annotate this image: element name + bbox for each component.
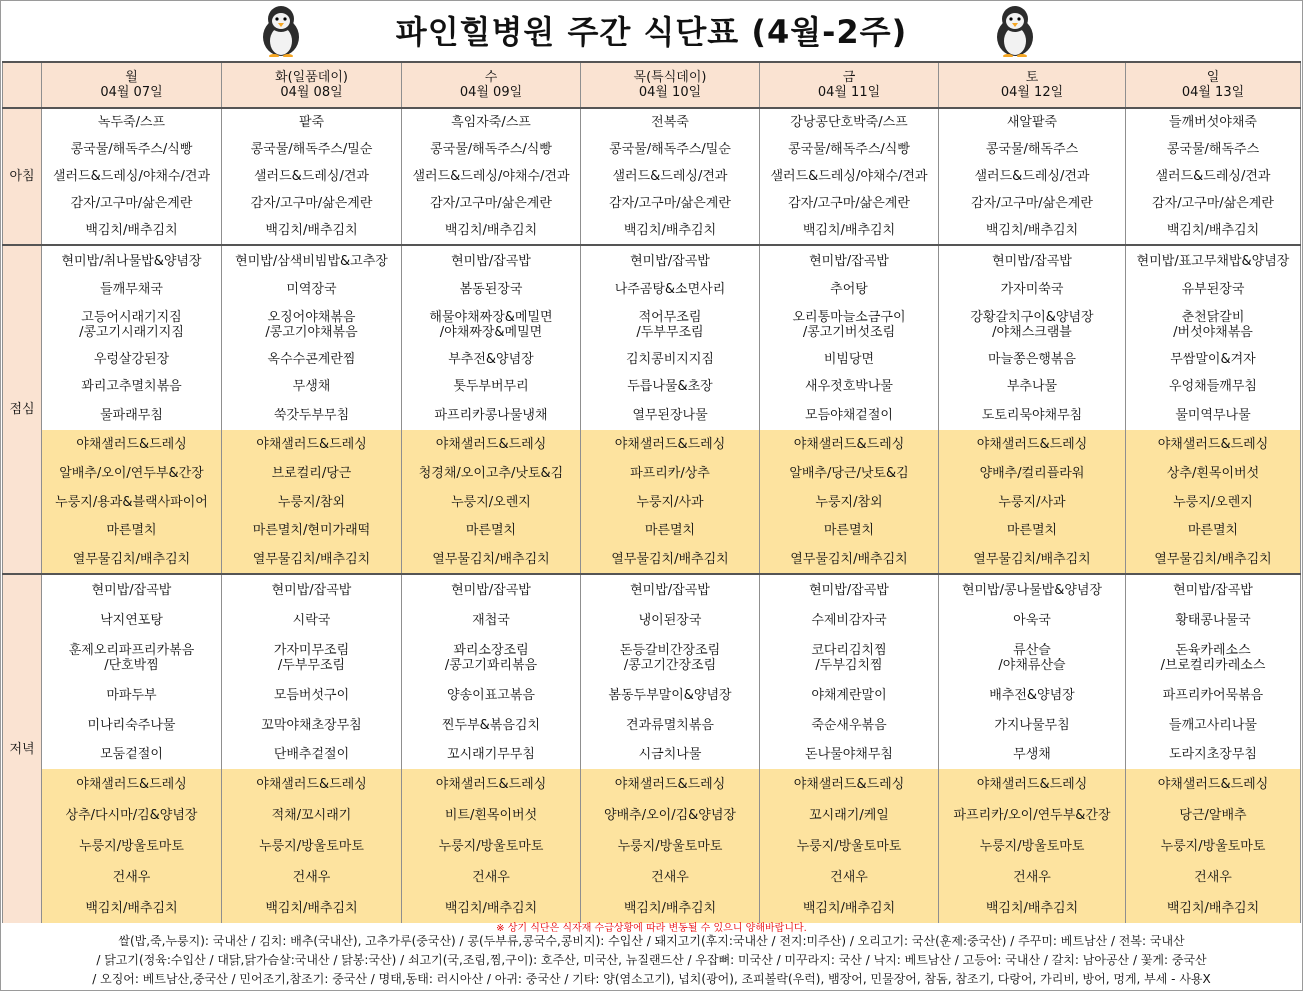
- menu-cell: 야채샐러드&드레싱: [42, 769, 222, 800]
- menu-cell: 야채샐러드&드레싱: [42, 430, 222, 459]
- menu-cell: 가자미쑥국: [939, 276, 1126, 303]
- menu-cell: 무쌈말이&겨자: [1126, 347, 1301, 372]
- day-name: 월: [125, 70, 138, 85]
- day-name: 화(일품데이): [275, 70, 348, 85]
- menu-cell: 샐러드&드레싱/야채수/견과: [760, 163, 939, 190]
- menu-cell: 야채샐러드&드레싱: [1126, 769, 1301, 800]
- menu-cell: 현미밥/잡곡밥: [939, 245, 1126, 276]
- origin-line: / 닭고기(정육:수입산 / 대닭,닭가슴살:국내산 / 닭봉:국산) / 쇠고기(국,조림,찜,구이): 호주산, 미국산, 뉴질랜드산 / 우잡뼈: 미국산 / 미꾸라지: 국산 / 낙지: 베트남산 / 고등어: 국내산 / 갈치: 남아공산 / 꽃게: 중국산: [96, 953, 1207, 967]
- day-name: 금: [842, 70, 856, 85]
- menu-cell: 백김치/배추김치: [222, 893, 402, 923]
- menu-cell: 열무물김치/배추김치: [42, 545, 222, 574]
- menu-cell: [42, 635, 222, 681]
- menu-row: [3, 740, 1301, 769]
- menu-cell: 야채샐러드&드레싱: [222, 769, 402, 800]
- menu-cell: 백김치/배추김치: [1126, 893, 1301, 923]
- menu-cell: 시금치나물: [581, 740, 760, 769]
- day-header: [1126, 62, 1301, 108]
- menu-cell: 야채샐러드&드레싱: [939, 769, 1126, 800]
- menu-cell: 감자/고구마/삶은계란: [402, 190, 581, 217]
- menu-cell: 마른멸치: [402, 516, 581, 545]
- page-title: 파인힐병원 주간 식단표 (4월-2주): [395, 13, 908, 51]
- menu-cell: 누룽지/방울토마토: [581, 831, 760, 862]
- menu-cell: 유부된장국: [1126, 276, 1301, 303]
- menu-cell: [581, 303, 760, 347]
- menu-cell: 마른멸치: [42, 516, 222, 545]
- menu-cell: 누룽지/참외: [760, 488, 939, 516]
- menu-cell: 누룽지/방울토마토: [760, 831, 939, 862]
- menu-cell: 마른멸치/현미가래떡: [222, 516, 402, 545]
- day-header: [402, 62, 581, 108]
- menu-cell: [760, 635, 939, 681]
- day-header: [581, 62, 760, 108]
- menu-cell: 감자/고구마/삶은계란: [581, 190, 760, 217]
- menu-cell: 샐러드&드레싱/견과: [939, 163, 1126, 190]
- menu-cell: 건새우: [1126, 862, 1301, 893]
- day-date: 04월 07일: [100, 85, 163, 100]
- menu-cell-line: /콩고기야채볶음: [265, 325, 358, 340]
- menu-cell: [581, 635, 760, 681]
- menu-cell: 상추/흰목이버섯: [1126, 459, 1301, 488]
- menu-cell: 현미밥/표고무채밥&양념장: [1126, 245, 1301, 276]
- day-date: 04월 10일: [638, 85, 702, 100]
- menu-cell: 배추전&양념장: [939, 681, 1126, 710]
- menu-cell-line: /콩고기시래기지짐: [79, 325, 184, 340]
- menu-cell-line: /콩고기꽈리볶음: [444, 658, 538, 673]
- menu-cell: 비트/흰목이버섯: [402, 800, 581, 831]
- menu-cell: 야채샐러드&드레싱: [222, 430, 402, 459]
- menu-cell: 샐러드&드레싱/견과: [1126, 163, 1301, 190]
- day-date: 04월 11일: [817, 85, 881, 100]
- menu-cell: 감자/고구마/삶은계란: [42, 190, 222, 217]
- menu-row: [3, 347, 1301, 372]
- menu-row: [3, 276, 1301, 303]
- menu-cell-line: 고등어시래기지짐: [81, 310, 182, 325]
- menu-cell-line: 코다리김치찜: [811, 643, 887, 658]
- day-header: [939, 62, 1126, 108]
- menu-cell: 나주곰탕&소면사리: [581, 276, 760, 303]
- menu-cell: 물미역무나물: [1126, 401, 1301, 430]
- menu-cell: 열무된장나물: [581, 401, 760, 430]
- origin-line: / 오징어: 베트남산,중국산 / 민어조기,참조기: 중국산 / 명태,동태: 러시아산 / 아귀: 중국산 / 기타: 양(염소고기), 넙치(광어), 조피볼락(우럭), 뱀장어, 민물장어, 참돔, 참조기, 다랑어, 가리비, 방어, 멍게, 부세 - 사용X: [92, 972, 1211, 986]
- day-name: 수: [484, 70, 498, 85]
- meal-label-breakfast: 아침: [3, 108, 42, 245]
- menu-cell: [1126, 303, 1301, 347]
- menu-cell: 찐두부&볶음김치: [402, 710, 581, 740]
- menu-cell: 마른멸치: [939, 516, 1126, 545]
- menu-cell-line: 훈제오리파프리카볶음: [68, 643, 195, 658]
- menu-cell: [222, 635, 402, 681]
- menu-cell: 녹두죽/스프: [42, 108, 222, 136]
- menu-cell: [760, 303, 939, 347]
- menu-cell: 현미밥/잡곡밥: [222, 574, 402, 605]
- menu-cell: 파프리카어묵볶음: [1126, 681, 1301, 710]
- menu-cell: 현미밥/잡곡밥: [581, 574, 760, 605]
- menu-cell: 감자/고구마/삶은계란: [939, 190, 1126, 217]
- menu-row: [3, 605, 1301, 635]
- menu-cell: 콩국물/해독주스: [1126, 136, 1301, 163]
- menu-cell: 건새우: [581, 862, 760, 893]
- title-bar: [1, 1, 1302, 61]
- menu-cell: 모둠겉절이: [42, 740, 222, 769]
- menu-cell: 콩국물/해독주스/식빵: [42, 136, 222, 163]
- menu-cell: 누룽지/방울토마토: [402, 831, 581, 862]
- menu-cell: 야채샐러드&드레싱: [939, 430, 1126, 459]
- penguin-icon: [989, 3, 1041, 57]
- menu-cell-line: 꽈리소장조림: [453, 643, 529, 658]
- menu-cell-line: 돈육카레소스: [1175, 643, 1251, 658]
- menu-cell-line: /두부무조림: [277, 658, 346, 673]
- header-corner: [3, 62, 42, 108]
- menu-cell-line: /브로컬리카레소스: [1160, 658, 1266, 673]
- menu-cell: 우엉채들깨무침: [1126, 372, 1301, 401]
- menu-cell-line: /야채류산슬: [998, 658, 1066, 673]
- menu-cell: 백김치/배추김치: [42, 893, 222, 923]
- menu-cell: 누룽지/용과&블랙사파이어: [42, 488, 222, 516]
- menu-row: [3, 190, 1301, 217]
- menu-cell: 야채계란말이: [760, 681, 939, 710]
- menu-cell: 쑥갓두부무침: [222, 401, 402, 430]
- day-header: [42, 62, 222, 108]
- menu-cell: 콩국물/해독주스: [939, 136, 1126, 163]
- menu-cell: 수제비감자국: [760, 605, 939, 635]
- menu-cell: 모듬버섯구이: [222, 681, 402, 710]
- menu-cell: 야채샐러드&드레싱: [402, 430, 581, 459]
- menu-cell: 팥죽: [222, 108, 402, 136]
- menu-cell: 백김치/배추김치: [581, 217, 760, 245]
- menu-cell-line: /콩고기간장조림: [623, 658, 717, 673]
- menu-cell: 재첩국: [402, 605, 581, 635]
- menu-cell: 콩국물/해독주스/밀순: [222, 136, 402, 163]
- menu-cell: 열무물김치/배추김치: [760, 545, 939, 574]
- menu-cell: 봄동된장국: [402, 276, 581, 303]
- menu-cell: 백김치/배추김치: [42, 217, 222, 245]
- menu-row: [3, 163, 1301, 190]
- day-header: [222, 62, 402, 108]
- menu-row: [3, 681, 1301, 710]
- menu-cell: [402, 303, 581, 347]
- menu-cell: 백김치/배추김치: [760, 893, 939, 923]
- menu-cell: 부추전&양념장: [402, 347, 581, 372]
- menu-row: [3, 108, 1301, 136]
- menu-cell: 양배추/컬리플라워: [939, 459, 1126, 488]
- menu-cell: 견과류멸치볶음: [581, 710, 760, 740]
- menu-cell-line: /콩고기버섯조림: [802, 325, 896, 340]
- menu-cell: 꼬막야채초장무침: [222, 710, 402, 740]
- menu-cell: 백김치/배추김치: [1126, 217, 1301, 245]
- menu-cell: [42, 303, 222, 347]
- menu-cell: 파프리카콩나물냉채: [402, 401, 581, 430]
- menu-cell: 감자/고구마/삶은계란: [760, 190, 939, 217]
- menu-cell: 양송이표고볶음: [402, 681, 581, 710]
- menu-cell: 미역장국: [222, 276, 402, 303]
- menu-row: [3, 217, 1301, 245]
- menu-cell: 강낭콩단호박죽/스프: [760, 108, 939, 136]
- menu-cell: 상추/다시마/김&양념장: [42, 800, 222, 831]
- menu-cell: 마파두부: [42, 681, 222, 710]
- menu-row: [3, 401, 1301, 430]
- menu-cell: 백김치/배추김치: [939, 893, 1126, 923]
- menu-cell: 낙지연포탕: [42, 605, 222, 635]
- menu-cell: 콩국물/해독주스/밀순: [581, 136, 760, 163]
- menu-cell: 흑임자죽/스프: [402, 108, 581, 136]
- menu-cell: 야채샐러드&드레싱: [581, 430, 760, 459]
- meal-label-dinner: 저녁: [3, 574, 42, 923]
- menu-cell: 들깨고사리나물: [1126, 710, 1301, 740]
- menu-cell: 백김치/배추김치: [760, 217, 939, 245]
- menu-cell: 현미밥/잡곡밥: [42, 574, 222, 605]
- notice-text: ※ 상기 식단은 식자재 수급상황에 따라 변동될 수 있으니 양해바랍니다.: [496, 923, 807, 934]
- weekly-menu-table: [2, 61, 1301, 923]
- day-date: 04월 12일: [1000, 85, 1064, 100]
- menu-row: [3, 800, 1301, 831]
- menu-cell: 열무물김치/배추김치: [222, 545, 402, 574]
- menu-cell: 새알팥죽: [939, 108, 1126, 136]
- menu-cell: 샐러드&드레싱/견과: [581, 163, 760, 190]
- menu-cell: 들깨버섯야채죽: [1126, 108, 1301, 136]
- menu-cell: 죽순새우볶음: [760, 710, 939, 740]
- menu-row: [3, 635, 1301, 681]
- menu-cell: 꼬시래기무무침: [402, 740, 581, 769]
- menu-cell: 무생채: [939, 740, 1126, 769]
- menu-cell: 누룽지/방울토마토: [1126, 831, 1301, 862]
- menu-cell: 건새우: [760, 862, 939, 893]
- menu-cell: 두릅나물&초장: [581, 372, 760, 401]
- menu-row: [3, 862, 1301, 893]
- menu-cell: 누룽지/오렌지: [402, 488, 581, 516]
- menu-cell: 야채샐러드&드레싱: [760, 769, 939, 800]
- menu-cell-line: /야채스크램블: [992, 325, 1072, 340]
- menu-cell-line: 돈등갈비간장조림: [619, 643, 721, 658]
- menu-cell: 아욱국: [939, 605, 1126, 635]
- menu-cell: 전복죽: [581, 108, 760, 136]
- menu-cell: 누룽지/참외: [222, 488, 402, 516]
- menu-cell: 미나리숙주나물: [42, 710, 222, 740]
- menu-cell: 누룽지/방울토마토: [222, 831, 402, 862]
- menu-cell-line: /버섯야채볶음: [1173, 325, 1253, 340]
- menu-cell: 백김치/배추김치: [222, 217, 402, 245]
- menu-row: [3, 245, 1301, 276]
- menu-cell: 건새우: [939, 862, 1126, 893]
- menu-cell: 현미밥/콩나물밥&양념장: [939, 574, 1126, 605]
- menu-cell: 누룽지/사과: [939, 488, 1126, 516]
- menu-cell: 야채샐러드&드레싱: [1126, 430, 1301, 459]
- day-date: 04월 08일: [280, 85, 343, 100]
- menu-cell-line: 강황갈치구이&양념장: [970, 310, 1094, 325]
- menu-cell-line: 가자미무조림: [273, 643, 350, 658]
- menu-cell-line: /두부무조림: [636, 325, 704, 340]
- menu-row: [3, 136, 1301, 163]
- menu-cell: 감자/고구마/삶은계란: [222, 190, 402, 217]
- menu-cell-line: /야채짜장&메밀면: [439, 325, 543, 340]
- menu-cell-line: 오리통마늘소금구이: [792, 310, 906, 325]
- menu-cell: 청경채/오이고추/낫토&김: [402, 459, 581, 488]
- menu-cell: 콩국물/해독주스/식빵: [760, 136, 939, 163]
- menu-cell-line: 적어무조림: [638, 310, 702, 325]
- menu-cell: 누룽지/방울토마토: [939, 831, 1126, 862]
- menu-cell: 봄동두부말이&양념장: [581, 681, 760, 710]
- menu-row: [3, 516, 1301, 545]
- menu-cell: 브로컬리/당근: [222, 459, 402, 488]
- menu-cell: 알배추/오이/연두부&간장: [42, 459, 222, 488]
- menu-cell: 백김치/배추김치: [939, 217, 1126, 245]
- menu-cell: 열무물김치/배추김치: [939, 545, 1126, 574]
- menu-row: [3, 769, 1301, 800]
- day-date: 04월 09일: [459, 85, 523, 100]
- menu-cell-line: /두부김치찜: [815, 658, 883, 673]
- origin-line: 쌀(밥,죽,누룽지): 국내산 / 김치: 배추(국내산), 고추가루(중국산) / 콩(두부류,콩국수,콩비지): 수입산 / 돼지고기(후지:국내산 / 전지:미주산) / 오리고기: 국산(훈제:중국산) / 주꾸미: 베트남산 / 전복: 국내산: [118, 934, 1185, 948]
- menu-cell: [939, 635, 1126, 681]
- menu-cell: 부추나물: [939, 372, 1126, 401]
- day-date: 04월 13일: [1181, 85, 1245, 100]
- menu-cell: 현미밥/삼색비빔밥&고추장: [222, 245, 402, 276]
- menu-cell: 현미밥/잡곡밥: [760, 245, 939, 276]
- menu-cell: 백김치/배추김치: [402, 893, 581, 923]
- menu-cell: 샐러드&드레싱/야채수/견과: [402, 163, 581, 190]
- menu-cell: 꼬시래기/케일: [760, 800, 939, 831]
- menu-cell-line: 춘천닭갈비: [1181, 310, 1245, 325]
- menu-cell: 마른멸치: [581, 516, 760, 545]
- menu-cell: 현미밥/취나물밥&양념장: [42, 245, 222, 276]
- menu-cell: 단배추겉절이: [222, 740, 402, 769]
- menu-cell: 건새우: [402, 862, 581, 893]
- day-name: 토: [1025, 70, 1039, 85]
- menu-cell-line: 해물야채짜장&메밀면: [429, 310, 553, 325]
- menu-cell: 샐러드&드레싱/야채수/견과: [42, 163, 222, 190]
- day-name: 목(특식데이): [633, 70, 707, 85]
- menu-row: [3, 710, 1301, 740]
- menu-cell: 시락국: [222, 605, 402, 635]
- menu-cell: 알배추/당근/낫토&김: [760, 459, 939, 488]
- menu-cell: 현미밥/잡곡밥: [402, 574, 581, 605]
- menu-cell-line: /단호박찜: [104, 658, 159, 673]
- menu-cell: 현미밥/잡곡밥: [581, 245, 760, 276]
- menu-cell: [939, 303, 1126, 347]
- menu-cell: 도라지초장무침: [1126, 740, 1301, 769]
- menu-cell-line: 오징어야채볶음: [267, 310, 356, 325]
- menu-cell: 백김치/배추김치: [402, 217, 581, 245]
- menu-cell: 열무물김치/배추김치: [581, 545, 760, 574]
- menu-cell: 추어탕: [760, 276, 939, 303]
- menu-cell: 모듬야채겉절이: [760, 401, 939, 430]
- menu-cell: 야채샐러드&드레싱: [581, 769, 760, 800]
- menu-cell: 꽈리고추멸치볶음: [42, 372, 222, 401]
- menu-cell: 파프리카/오이/연두부&간장: [939, 800, 1126, 831]
- menu-cell: 돈나물야채무침: [760, 740, 939, 769]
- menu-cell-line: 류산슬: [1013, 643, 1051, 658]
- menu-cell: [402, 635, 581, 681]
- menu-cell: 열무물김치/배추김치: [402, 545, 581, 574]
- menu-cell: 현미밥/잡곡밥: [1126, 574, 1301, 605]
- menu-cell: 누룽지/방울토마토: [42, 831, 222, 862]
- menu-row: [3, 831, 1301, 862]
- menu-cell: 톳두부버무리: [402, 372, 581, 401]
- menu-cell: 마른멸치: [1126, 516, 1301, 545]
- day-name: 일: [1206, 70, 1220, 85]
- menu-cell: 건새우: [42, 862, 222, 893]
- origin-info: [9, 932, 1294, 989]
- menu-cell: 야채샐러드&드레싱: [760, 430, 939, 459]
- menu-row: [3, 545, 1301, 574]
- menu-cell: 마른멸치: [760, 516, 939, 545]
- menu-cell: 샐러드&드레싱/견과: [222, 163, 402, 190]
- menu-cell: 백김치/배추김치: [581, 893, 760, 923]
- menu-cell: 무생채: [222, 372, 402, 401]
- menu-row: [3, 303, 1301, 347]
- menu-cell: 현미밥/잡곡밥: [402, 245, 581, 276]
- menu-cell: 감자/고구마/삶은계란: [1126, 190, 1301, 217]
- menu-cell: 비빔당면: [760, 347, 939, 372]
- menu-cell: 누룽지/사과: [581, 488, 760, 516]
- menu-cell: 가지나물무침: [939, 710, 1126, 740]
- menu-cell: 야채샐러드&드레싱: [402, 769, 581, 800]
- menu-cell: 김치콩비지지짐: [581, 347, 760, 372]
- header-row: [3, 62, 1301, 108]
- menu-cell: 우렁살강된장: [42, 347, 222, 372]
- menu-cell: 누룽지/오렌지: [1126, 488, 1301, 516]
- menu-row: [3, 488, 1301, 516]
- menu-cell: 새우젓호박나물: [760, 372, 939, 401]
- menu-cell: 건새우: [222, 862, 402, 893]
- menu-cell: 도토리묵야채무침: [939, 401, 1126, 430]
- day-header: [760, 62, 939, 108]
- menu-cell: 냉이된장국: [581, 605, 760, 635]
- menu-cell: 옥수수콘계란찜: [222, 347, 402, 372]
- menu-cell: 양배추/오이/김&양념장: [581, 800, 760, 831]
- menu-cell: 물파래무침: [42, 401, 222, 430]
- meal-label-lunch: 점심: [3, 245, 42, 574]
- menu-cell: 마늘쫑은행볶음: [939, 347, 1126, 372]
- menu-cell: 파프리카/상추: [581, 459, 760, 488]
- menu-row: [3, 459, 1301, 488]
- menu-cell: 콩국물/해독주스/식빵: [402, 136, 581, 163]
- menu-row: [3, 574, 1301, 605]
- menu-cell: 적채/꼬시래기: [222, 800, 402, 831]
- menu-cell: [1126, 635, 1301, 681]
- menu-cell: 들깨무채국: [42, 276, 222, 303]
- menu-cell: [222, 303, 402, 347]
- menu-row: [3, 372, 1301, 401]
- menu-cell: 당근/알배추: [1126, 800, 1301, 831]
- menu-cell: 황태콩나물국: [1126, 605, 1301, 635]
- menu-cell: 현미밥/잡곡밥: [760, 574, 939, 605]
- menu-row: [3, 430, 1301, 459]
- menu-cell: 열무물김치/배추김치: [1126, 545, 1301, 574]
